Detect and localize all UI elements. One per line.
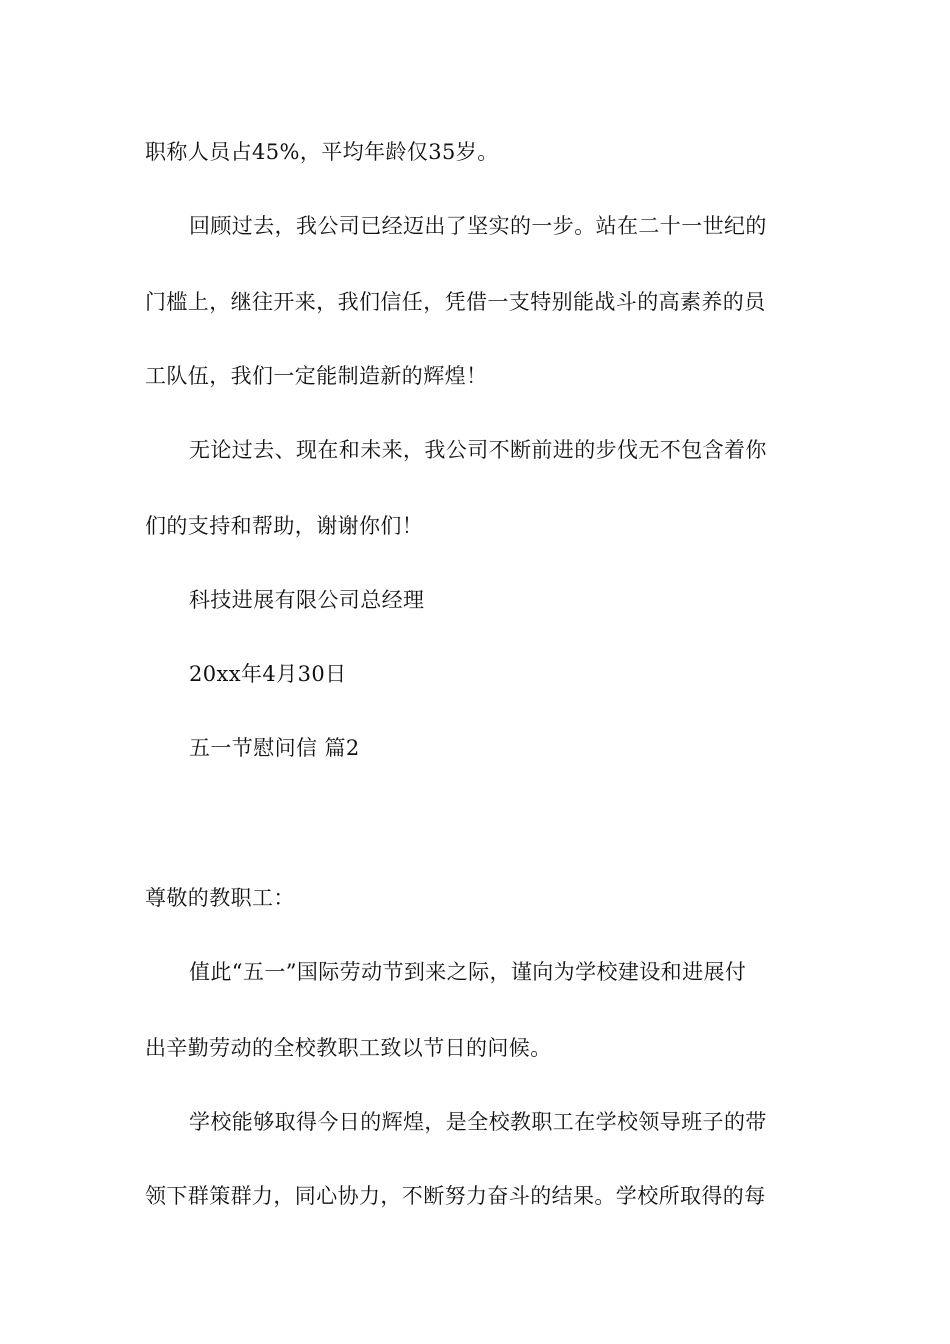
signature-company: 科技进展有限公司总经理 — [189, 588, 425, 612]
section-title: 五一节慰问信 篇2 — [189, 736, 360, 760]
paragraph-review-line-1: 回顾过去，我公司已经迈出了坚实的一步。站在二十一世纪的 — [189, 214, 767, 238]
paragraph-achievement-line-2: 领下群策群力，同心协力，不断努力奋斗的结果。学校所取得的每 — [145, 1184, 766, 1208]
paragraph-thanks-line-1: 无论过去、现在和未来，我公司不断前进的步伐无不包含着你 — [189, 438, 767, 462]
paragraph-greeting-line-2: 出辛勤劳动的全校教职工致以节日的问候。 — [145, 1036, 552, 1060]
signature-date: 20xx年4月30日 — [189, 662, 347, 686]
paragraph-review-line-3: 工队伍，我们一定能制造新的辉煌！ — [145, 364, 488, 388]
paragraph-review-line-2: 门槛上，继往开来，我们信任，凭借一支特别能战斗的高素养的员 — [145, 290, 766, 314]
paragraph-greeting-line-1: 值此“五一”国际劳动节到来之际，谨向为学校建设和进展付 — [189, 960, 747, 984]
paragraph-achievement-line-1: 学校能够取得今日的辉煌，是全校教职工在学校领导班子的带 — [189, 1110, 767, 1134]
text-line-1: 职称人员占45%，平均年龄仅35岁。 — [145, 140, 499, 164]
salutation: 尊敬的教职工： — [145, 886, 295, 910]
paragraph-thanks-line-2: 们的支持和帮助，谢谢你们！ — [145, 514, 424, 538]
